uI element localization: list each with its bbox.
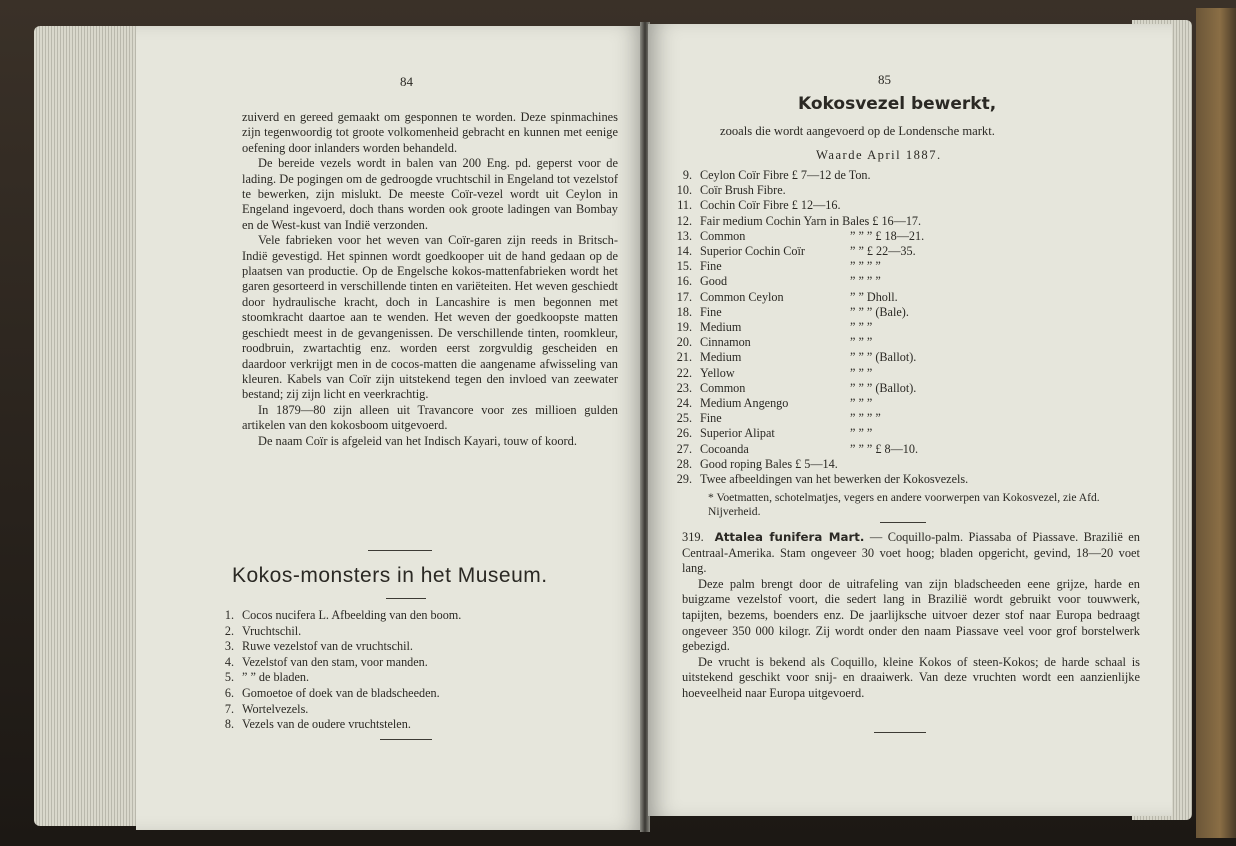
- list-item: 6. Gomoetoe of doek van de bladscheeden.: [224, 685, 440, 700]
- entry-attalea: [682, 530, 1140, 702]
- right-page: [648, 24, 1172, 816]
- list-item: 13. Common ” ” ” £ 18—21.: [676, 228, 925, 243]
- list-item: 8. Vezels van de oudere vruchtstelen.: [224, 717, 411, 732]
- divider: [368, 550, 432, 551]
- list-item: 10. Coïr Brush Fibre.: [676, 183, 786, 198]
- entry-intro: — Coquillo-palm. Piassaba of Piassave. Brazilië en Centraal-Amerika. Stam ongeveer 30 voet hoog; bladen opgericht, gevind, 18—20 voet lang.: [682, 530, 1140, 576]
- paragraph: De naam Coïr is afgeleid van het Indisch Kayari, touw of koord.: [258, 433, 577, 448]
- list-item: 19. Medium ” ” ”: [676, 320, 873, 335]
- list-item: 1. Cocos nucifera L. Afbeelding van den boom.: [224, 608, 462, 622]
- list-item: 7. Wortelvezels.: [224, 701, 309, 716]
- list-item: 20. Cinnamon ” ” ”: [676, 335, 873, 350]
- list-item: 2. Vruchtschil.: [224, 623, 302, 638]
- list-item: 11. Cochin Coïr Fibre £ 12—16.: [677, 198, 841, 213]
- list-item: 15. Fine ” ” ” ”: [676, 259, 881, 274]
- paragraph: Vele fabrieken voor het weven van Coïr-garen zijn reeds in Britsch-Indië gevestigd. Het spinnen wordt goedkooper uit de hand gedaan op de plaatsen van productie. Op de Engelsche kokos-mattenfabrieken wordt het garen gesorteerd in verschillende tinten en variëteiten. Het weven geschiedt door hydraulische kracht, doch in Lancashire is men begonnen met stoomkracht daartoe aan te wenden. Het weven der goedkoopste matten geschiedt meest in de gevangenissen. De verschillende tinten, roomkleur, roodbruin, zwartachtig enz. worden eerst zorgvuldig gescheiden en daardoor verkrijgt men in de cocos-matten die aangename afwisseling van kleuren. Kabels van Coïr zijn uitstekend tegen den invloed van zeewater bestand; zij zijn licht en veerkrachtig.: [242, 233, 618, 402]
- list-item: 16. Good ” ” ” ”: [676, 274, 881, 289]
- list-item: 28. Good roping Bales £ 5—14.: [676, 456, 838, 471]
- museum-list: [214, 608, 461, 733]
- list-item: 3. Ruwe vezelstof van de vruchtschil.: [224, 639, 413, 654]
- list-item: 14. Superior Cochin Coïr ” ” £ 22—35.: [676, 244, 916, 259]
- left-page: [136, 26, 644, 830]
- divider: [386, 598, 426, 599]
- page-number-left: 84: [400, 74, 413, 89]
- divider: [874, 732, 926, 733]
- divider: [880, 522, 926, 523]
- paragraph: zuiverd en gereed gemaakt om gesponnen te worden. Deze spinmachines zijn tegenwoordig tot groote volkomenheid gebracht en kunnen met eenige oefening door inlanders worden behandeld.: [242, 110, 618, 155]
- list-item: 23. Common ” ” ” (Ballot).: [676, 380, 917, 395]
- paragraph: De vrucht is bekend als Coquillo, kleine Kokos of steen-Kokos; de harde schaal is uitstekend geschikt voor snij- en draaiwerk. Van deze vruchten wordt een aanzienlijke hoeveelheid naar Europa uitgevoerd.: [682, 654, 1140, 700]
- footnote: * Voetmatten, schotelmatjes, vegers en andere voorwerpen van Kokosvezel, zie Afd. Nijverheid.: [708, 491, 1100, 518]
- entry-title: Attalea funifera Mart.: [714, 530, 865, 544]
- paragraph: In 1879—80 zijn alleen uit Travancore voor zes millioen gulden artikelen van den kokosboom uitgevoerd.: [242, 402, 618, 433]
- list-item: 29. Twee afbeeldingen van het bewerken der Kokosvezels.: [676, 472, 969, 487]
- paragraph: Deze palm brengt door de uitrafeling van zijn bladscheeden eene grijze, harde en buigzame vezelstof voort, die sedert lang in Brazilië wordt gebruikt voor touwwerk, tapijten, bezems, boenders enz. De jaarlijksche uitvoer dezer stof naar Europa bedraagt ongeveer 350 000 kilogr. Zij wordt onder den naam Piassave veel voor grof borstelwerk gebezigd.: [682, 576, 1140, 654]
- paragraph: De bereide vezels wordt in balen van 200 Eng. pd. geperst voor de lading. De pogingen om de gedroogde vruchtschil in Engeland tot vezelstof te bewerken, zijn mislukt. De meeste Coïr-vezel wordt uit Ceylon in Engeland ingevoerd, doch thans worden ook groote ladingen van Bombay en de West-kust van Indië verzonden.: [242, 156, 618, 232]
- list-item: 18. Fine ” ” ” (Bale).: [676, 304, 909, 319]
- price-list: [668, 168, 968, 487]
- list-item: 5. ” ” de bladen.: [224, 670, 309, 685]
- entry-number: 319.: [682, 530, 704, 544]
- list-item: 12. Fair medium Cochin Yarn in Bales £ 16—17.: [676, 213, 922, 228]
- list-item: 24. Medium Angengo ” ” ”: [676, 396, 873, 411]
- entry-header: [682, 530, 1140, 577]
- value-date-line: Waarde April 1887.: [816, 148, 942, 162]
- list-item: 9. Ceylon Coïr Fibre £ 7—12 de Ton.: [682, 168, 871, 182]
- museum-heading: Kokos-monsters in het Museum.: [232, 564, 548, 587]
- list-item: 4. Vezelstof van den stam, voor manden.: [224, 654, 428, 669]
- list-item: 26. Superior Alipat ” ” ”: [676, 426, 873, 441]
- page-title: Kokosvezel bewerkt,: [798, 94, 997, 114]
- list-item: 21. Medium ” ” ” (Ballot).: [676, 350, 917, 365]
- page-edges-left: [34, 26, 144, 826]
- left-body-text: [242, 110, 618, 449]
- divider: [380, 739, 432, 740]
- book-cover-edge: [1196, 8, 1236, 838]
- list-item: 25. Fine ” ” ” ”: [676, 411, 881, 426]
- list-item: 27. Cocoanda ” ” ” £ 8—10.: [676, 441, 919, 456]
- page-number-right: 85: [878, 72, 891, 87]
- subtitle: zooals die wordt aangevoerd op de Londensche markt.: [720, 124, 995, 138]
- list-item: 17. Common Ceylon ” ” Dholl.: [676, 289, 898, 304]
- list-item: 22. Yellow ” ” ”: [676, 365, 873, 380]
